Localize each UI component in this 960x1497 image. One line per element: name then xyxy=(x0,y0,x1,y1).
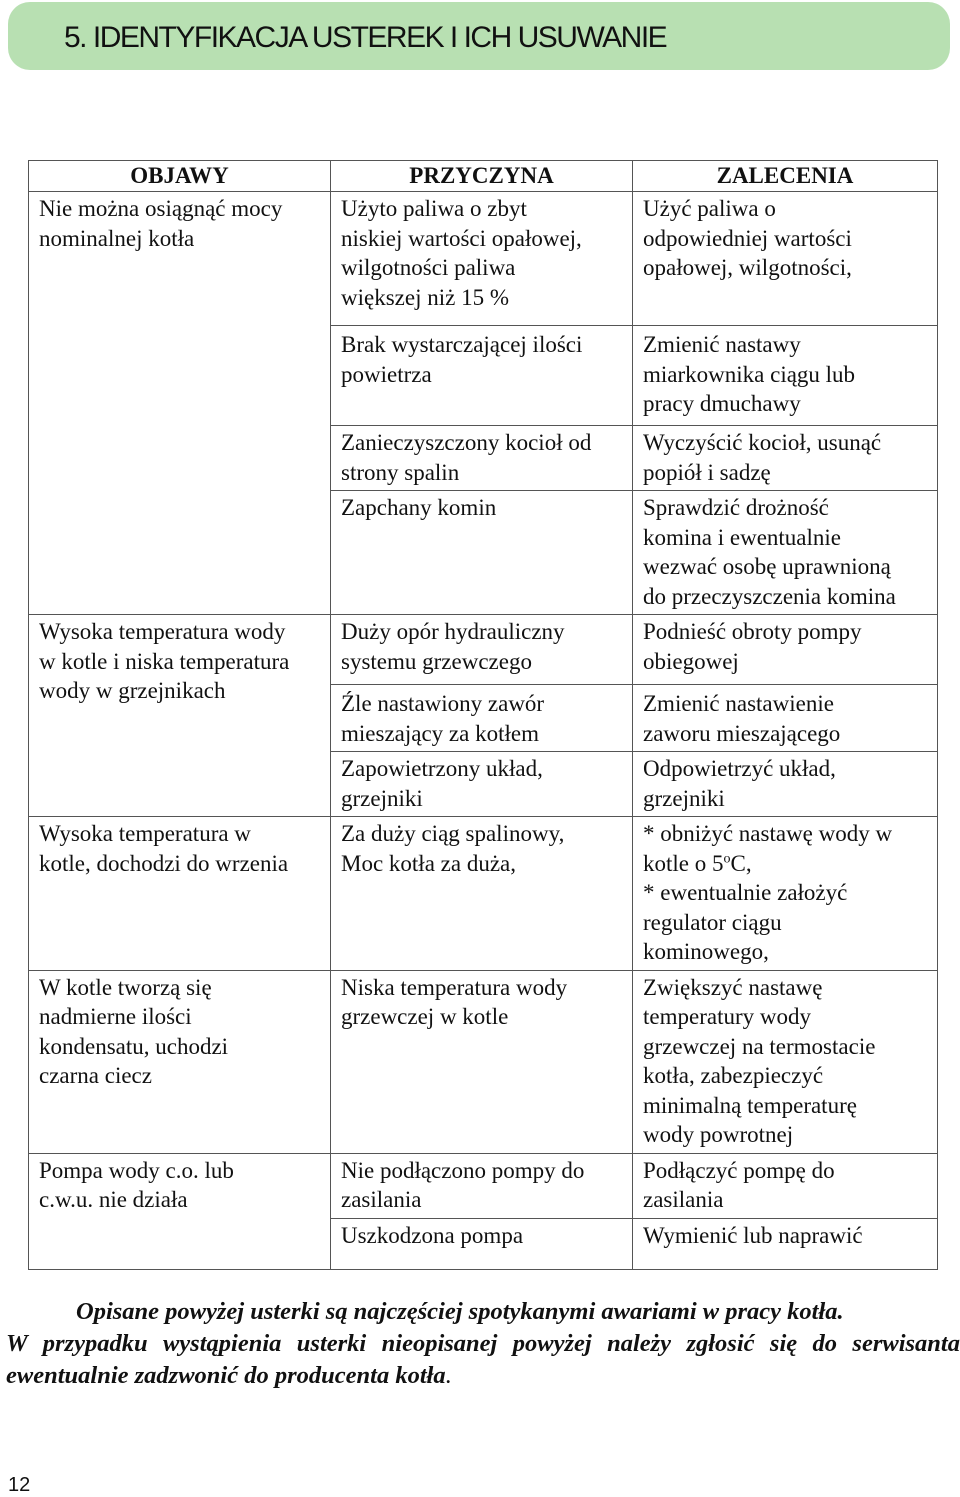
symptom-cell: Pompa wody c.o. lub c.w.u. nie działa xyxy=(29,1153,331,1269)
cause-cell: Uszkodzona pompa xyxy=(331,1218,633,1269)
cause-cell: Zapowietrzony układ, grzejniki xyxy=(331,752,633,817)
cause-cell: Nie podłączono pompy do zasilania xyxy=(331,1153,633,1218)
remedy-cell: Sprawdzić drożność komina i ewentualnie wezwać osobę uprawnioną do przeczyszczenia komina xyxy=(633,491,938,615)
table-header-row xyxy=(29,161,938,192)
cause-cell: Zanieczyszczony kocioł od strony spalin xyxy=(331,426,633,491)
table-row xyxy=(29,1153,938,1218)
section-title: 5. IDENTYFIKACJA USTEREK I ICH USUWANIE xyxy=(64,21,667,54)
header-cause: PRZYCZYNA xyxy=(331,161,633,192)
cause-cell: Duży opór hydrauliczny systemu grzewczego xyxy=(331,615,633,685)
page-number: 12 xyxy=(8,1474,31,1496)
remedy-cell: Podłączyć pompę do zasilania xyxy=(633,1153,938,1218)
remedy-cell: Odpowietrzyć układ, grzejniki xyxy=(633,752,938,817)
section-banner xyxy=(8,2,950,70)
remedy-cell: Zmienić nastawy miarkownika ciągu lub pracy dmuchawy xyxy=(633,326,938,426)
remedy-text: C, * ewentualnie założyć regulator ciągu kominowego, xyxy=(643,850,848,964)
troubleshooting-table xyxy=(28,160,938,1270)
degree-mark: o xyxy=(723,850,731,866)
table-row xyxy=(29,970,938,1153)
symptom-cell: Wysoka temperatura w kotle, dochodzi do wrzenia xyxy=(29,817,331,971)
table-row xyxy=(29,615,938,685)
remedy-cell: Podnieść obroty pompy obiegowej xyxy=(633,615,938,685)
header-symptoms: OBJAWY xyxy=(29,161,331,192)
cause-cell: Niska temperatura wody grzewczej w kotle xyxy=(331,970,633,1153)
cause-cell: Źle nastawiony zawór mieszający za kotłem xyxy=(331,685,633,752)
note-line: Opisane powyżej usterki są najczęściej spotykanymi awariami w pracy kotła. xyxy=(76,1298,844,1325)
note-text: W przypadku wystąpienia usterki nieopisanej powyżej należy zgłosić się do serwisanta ewentualnie zadzwonić do producenta kotła xyxy=(6,1330,960,1389)
remedy-cell xyxy=(633,817,938,971)
remedy-cell: Zmienić nastawienie zaworu mieszającego xyxy=(633,685,938,752)
cause-cell: Zapchany komin xyxy=(331,491,633,615)
closing-note xyxy=(6,1296,960,1392)
note-end-mark: . xyxy=(445,1362,452,1389)
symptom-cell: W kotle tworzą się nadmierne ilości kondensatu, uchodzi czarna ciecz xyxy=(29,970,331,1153)
remedy-text: * obniżyć nastawę wody w kotle o 5 xyxy=(643,821,893,876)
remedy-cell: Wyczyścić kocioł, usunąć popiół i sadzę xyxy=(633,426,938,491)
remedy-cell: Wymienić lub naprawić xyxy=(633,1218,938,1269)
symptom-cell: Wysoka temperatura wody w kotle i niska temperatura wody w grzejnikach xyxy=(29,615,331,817)
symptom-cell: Nie można osiągnąć mocy nominalnej kotła xyxy=(29,192,331,615)
header-remedy: ZALECENIA xyxy=(633,161,938,192)
cause-cell: Użyto paliwa o zbyt niskiej wartości opałowej, wilgotności paliwa większej niż 15 % xyxy=(331,192,633,326)
cause-cell: Brak wystarczającej ilości powietrza xyxy=(331,326,633,426)
table-row xyxy=(29,817,938,971)
cause-cell: Za duży ciąg spalinowy, Moc kotła za duża, xyxy=(331,817,633,971)
remedy-cell: Zwiększyć nastawę temperatury wody grzewczej na termostacie kotła, zabezpieczyć minimalną temperaturę wody powrotnej xyxy=(633,970,938,1153)
table-row xyxy=(29,192,938,326)
remedy-cell: Użyć paliwa o odpowiedniej wartości opałowej, wilgotności, xyxy=(633,192,938,326)
